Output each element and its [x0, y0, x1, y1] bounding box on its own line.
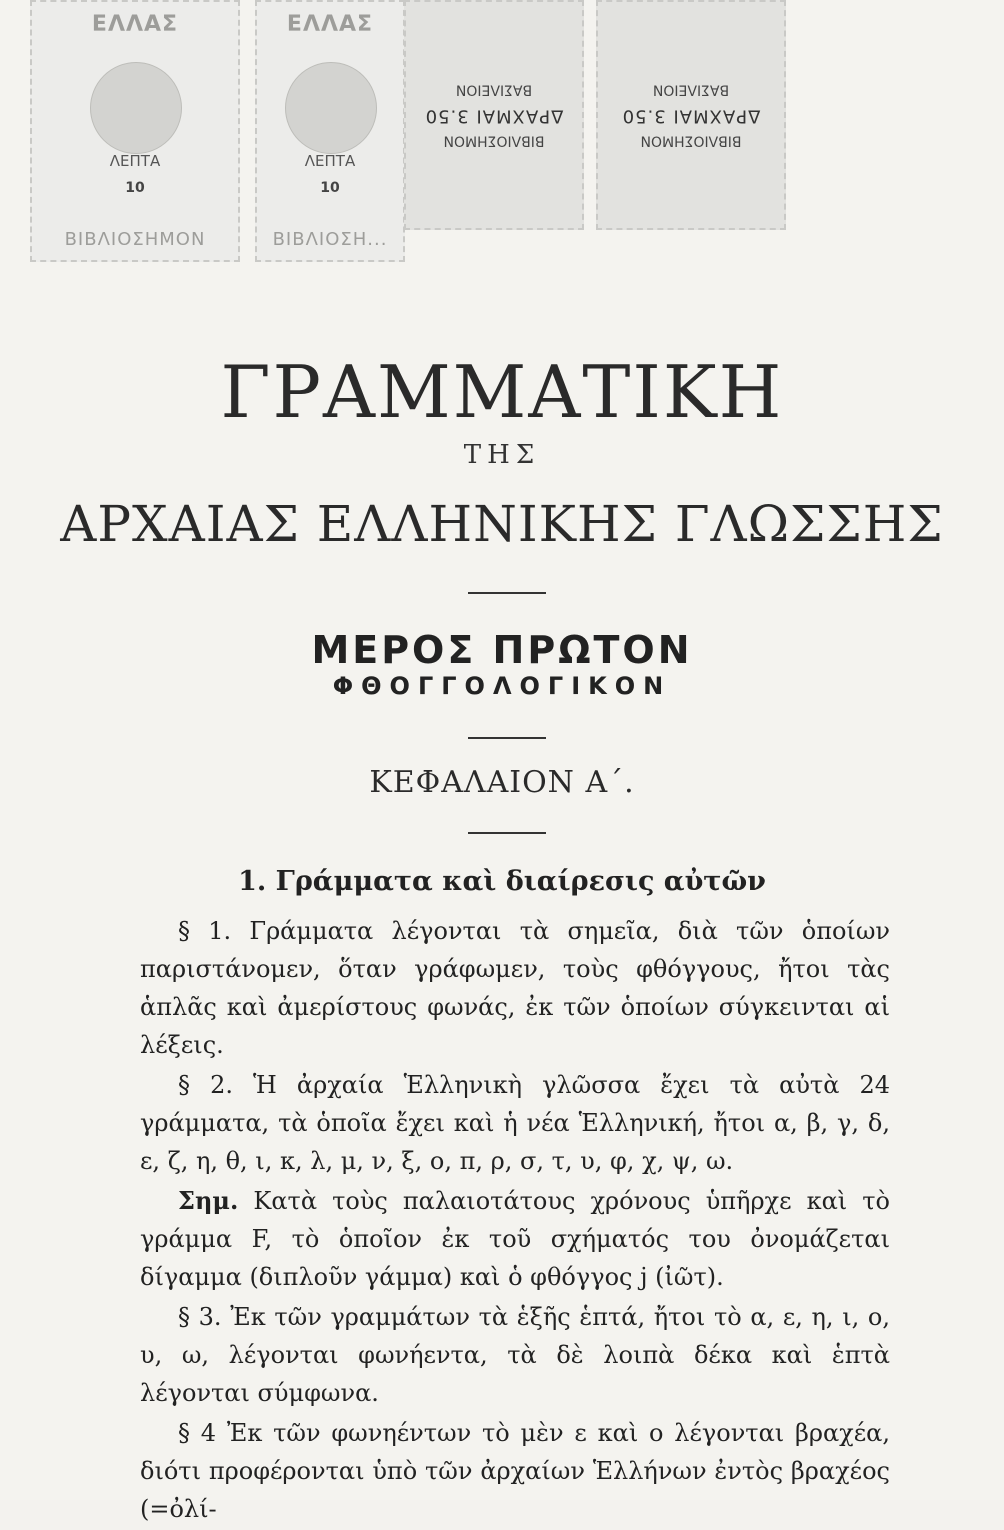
stamp-number: 10 [320, 180, 340, 196]
stamp-rotated-text [598, 82, 784, 149]
stamp-number: 10 [125, 180, 145, 196]
chapter-heading: ΚΕΦΑΛΑΙΟΝ Α΄. [369, 765, 635, 800]
stamp-denomination: ΔΡΑΧΜΑΙ 3.50 [621, 105, 761, 127]
stamp-label: ΒΙΒΛΙΟΣΗΜΟΝ [443, 132, 545, 149]
stamp-denomination: ΔΡΑΧΜΑΙ 3.50 [424, 105, 564, 127]
title-article: ΤΗΣ [463, 440, 541, 470]
stamp-country: ΒΑΣΙΛΕΙΟΝ [652, 81, 730, 98]
paragraph: § 2. Ἡ ἀρχαία Ἑλληνικὴ γλῶσσα ἔχει τὰ αὐτὰ 24 γράμματα, τὰ ὁποῖα ἔχει καὶ ἡ νέα Ἑλληνική, ἤτοι α, β, γ, δ, ε, ζ, η, θ, ι, κ, λ, μ, ν, ξ, ο, π, ρ, σ, τ, υ, φ, χ, ψ, ω. [140, 1071, 890, 1175]
note-text: Κατὰ τοὺς παλαιοτάτους χρόνους ὑπῆρχε καὶ τὸ γράμμα F, τὸ ὁποῖον ἐκ τοῦ σχήματός του ὀνομάζεται δίγαμμα (διπλοῦν γάμμα) καὶ ὁ φθόγγος j (ἰῶτ). [140, 1187, 890, 1291]
divider-rule [468, 592, 546, 594]
paragraph: § 3. Ἐκ τῶν γραμμάτων τὰ ἑξῆς ἑπτά, ἤτοι τὸ α, ε, η, ι, ο, υ, ω, λέγονται φωνήεντα, τὰ δὲ λοιπὰ δέκα καὶ ἑπτὰ λέγονται σύμφωνα. [140, 1303, 890, 1407]
book-subtitle: ΑΡΧΑΙΑΣ ΕΛΛΗΝΙΚΗΣ ΓΛΩΣΣΗΣ [60, 495, 944, 553]
stamp-rotated-text [406, 82, 582, 149]
divider-rule [468, 737, 546, 739]
note-label: Σημ. [178, 1186, 239, 1215]
paragraph: § 4 Ἐκ τῶν φωνηέντων τὸ μὲν ε καὶ ο λέγονται βραχέα, διότι προφέρονται ὑπὸ τῶν ἀρχαίων Ἑλλήνων ἐντὸς βραχέος (=ὀλί- [140, 1419, 890, 1523]
revenue-stamp-1 [30, 0, 240, 262]
stamp-denomination: ΛΕΠΤΑ [304, 152, 356, 170]
revenue-stamp-3 [404, 0, 584, 230]
part-title: ΜΕΡΟΣ ΠΡΩΤΟΝ [311, 628, 693, 672]
divider-rule [468, 832, 546, 834]
stamp-label: ΒΙΒΛΙΟΣΗΜΟΝ [640, 132, 742, 149]
stamp-country: ΕΛΛΑΣ [91, 12, 179, 37]
paragraph-note [140, 1182, 890, 1296]
paragraph: § 1. Γράμματα λέγονται τὰ σημεῖα, διὰ τῶν ὁποίων παριστάνομεν, ὅταν γράφωμεν, τοὺς φθόγγους, ἤτοι τὰς ἁπλᾶς καὶ ἀμερίστους φωνάς, ἐκ τῶν ὁποίων σύγκεινται αἱ λέξεις. [140, 917, 890, 1059]
stamp-label: ΒΙΒΛΙΟΣΗ... [272, 229, 388, 250]
portrait-icon [90, 62, 182, 154]
book-title: ΓΡΑΜΜΑΤΙΚΗ [220, 350, 784, 434]
section-heading: 1. Γράμματα καὶ διαίρεσις αὐτῶν [238, 866, 766, 897]
revenue-stamp-2 [255, 0, 405, 262]
portrait-icon [285, 62, 377, 154]
stamp-denomination: ΛΕΠΤΑ [109, 152, 161, 170]
stamp-country: ΒΑΣΙΛΕΙΟΝ [455, 81, 533, 98]
part-subtitle: ΦΘΟΓΓΟΛΟΓΙΚΟΝ [332, 672, 672, 700]
body-text [140, 912, 890, 1530]
stamp-country: ΕΛΛΑΣ [286, 12, 374, 37]
revenue-stamp-4 [596, 0, 786, 230]
stamp-label: ΒΙΒΛΙΟΣΗΜΟΝ [64, 229, 206, 250]
